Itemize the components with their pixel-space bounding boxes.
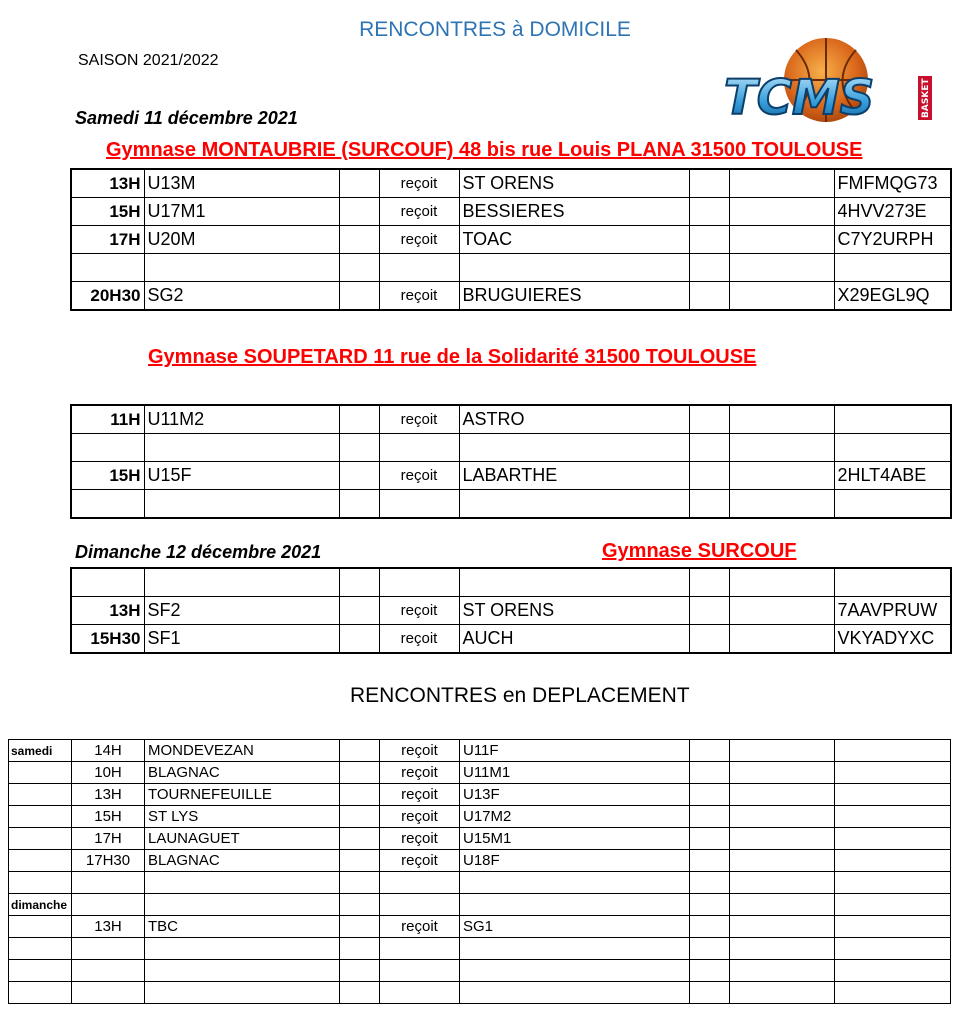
away-team: U11M1 (460, 762, 690, 784)
match-code (834, 254, 951, 282)
empty-cell (339, 405, 379, 434)
day-label (9, 828, 72, 850)
match-time (71, 254, 144, 282)
empty-cell (689, 597, 729, 625)
empty-cell (730, 982, 835, 1004)
day-label (9, 762, 72, 784)
receives-label: reçoit (379, 625, 459, 654)
away-team: U15M1 (460, 828, 690, 850)
match-code (834, 490, 951, 519)
empty-cell (690, 916, 730, 938)
empty-cell (689, 462, 729, 490)
match-time: 13H (72, 784, 145, 806)
table-row (9, 828, 951, 850)
empty-cell (339, 226, 379, 254)
empty-cell (835, 938, 951, 960)
empty-cell (689, 254, 729, 282)
day-label (9, 916, 72, 938)
away-team (460, 894, 690, 916)
receives-label (380, 938, 460, 960)
empty-cell (689, 226, 729, 254)
table-row (9, 982, 951, 1004)
host-club: TBC (145, 916, 340, 938)
logo-sub-text: BASKET (921, 78, 931, 118)
empty-cell (340, 960, 380, 982)
away-team: SG1 (460, 916, 690, 938)
table-row (9, 938, 951, 960)
empty-cell (690, 806, 730, 828)
empty-cell (835, 850, 951, 872)
table-row (71, 625, 951, 654)
away-team: U11F (460, 740, 690, 762)
match-time (72, 960, 145, 982)
host-club: ST LYS (145, 806, 340, 828)
empty-cell (689, 568, 729, 597)
empty-cell (340, 784, 380, 806)
empty-cell (730, 740, 835, 762)
home-matches-table-2 (70, 404, 952, 519)
empty-cell (340, 806, 380, 828)
home-team: U17M1 (144, 198, 339, 226)
gym-surcouf-label: Gymnase SURCOUF (602, 540, 797, 562)
empty-cell (339, 462, 379, 490)
receives-label: reçoit (380, 916, 460, 938)
match-time (71, 490, 144, 519)
empty-cell (339, 625, 379, 654)
opponent: ASTRO (459, 405, 689, 434)
empty-cell (690, 850, 730, 872)
home-team: U11M2 (144, 405, 339, 434)
host-club: BLAGNAC (145, 850, 340, 872)
gym-montaubrie-address: Gymnase MONTAUBRIE (SURCOUF) 48 bis rue Louis PLANA 31500 TOULOUSE (106, 139, 863, 161)
match-time: 14H (72, 740, 145, 762)
empty-cell (729, 169, 834, 198)
table-row (71, 597, 951, 625)
table-row (71, 462, 951, 490)
match-time: 17H30 (72, 850, 145, 872)
host-club (145, 938, 340, 960)
empty-cell (339, 254, 379, 282)
match-time (72, 982, 145, 1004)
table-row (9, 762, 951, 784)
receives-label (380, 894, 460, 916)
day-label (9, 960, 72, 982)
empty-cell (835, 828, 951, 850)
empty-cell (339, 282, 379, 311)
empty-cell (339, 568, 379, 597)
match-code: VKYADYXC (834, 625, 951, 654)
receives-label (380, 982, 460, 1004)
empty-cell (835, 806, 951, 828)
empty-cell (730, 806, 835, 828)
empty-cell (340, 938, 380, 960)
empty-cell (729, 625, 834, 654)
empty-cell (339, 434, 379, 462)
home-team (144, 254, 339, 282)
day-label (9, 850, 72, 872)
receives-label: reçoit (379, 405, 459, 434)
away-team: U17M2 (460, 806, 690, 828)
empty-cell (835, 872, 951, 894)
empty-cell (835, 784, 951, 806)
table-row (71, 198, 951, 226)
receives-label: reçoit (380, 850, 460, 872)
empty-cell (339, 490, 379, 519)
table-row (71, 490, 951, 519)
day-label (9, 982, 72, 1004)
day-label: dimanche (9, 894, 72, 916)
opponent (459, 568, 689, 597)
empty-cell (339, 169, 379, 198)
host-club (145, 894, 340, 916)
receives-label (379, 568, 459, 597)
empty-cell (730, 872, 835, 894)
day-label (9, 784, 72, 806)
match-code (834, 434, 951, 462)
host-club: TOURNEFEUILLE (145, 784, 340, 806)
receives-label (380, 960, 460, 982)
match-time (72, 894, 145, 916)
empty-cell (339, 597, 379, 625)
opponent: ST ORENS (459, 169, 689, 198)
receives-label: reçoit (379, 462, 459, 490)
page-title: RENCONTRES à DOMICILE (359, 18, 631, 41)
receives-label: reçoit (380, 740, 460, 762)
match-code: C7Y2URPH (834, 226, 951, 254)
host-club (145, 982, 340, 1004)
empty-cell (835, 740, 951, 762)
home-team (144, 434, 339, 462)
empty-cell (835, 894, 951, 916)
match-time: 13H (72, 916, 145, 938)
empty-cell (339, 198, 379, 226)
empty-cell (730, 916, 835, 938)
table-row (71, 568, 951, 597)
empty-cell (729, 254, 834, 282)
day-label: samedi (9, 740, 72, 762)
away-team (460, 960, 690, 982)
tcms-logo (722, 36, 934, 128)
table-row (71, 226, 951, 254)
empty-cell (835, 982, 951, 1004)
away-title: RENCONTRES en DEPLACEMENT (350, 684, 690, 707)
empty-cell (835, 916, 951, 938)
home-team: U15F (144, 462, 339, 490)
empty-cell (730, 850, 835, 872)
receives-label: reçoit (380, 784, 460, 806)
host-club (145, 872, 340, 894)
home-matches-table-3 (70, 567, 952, 654)
match-time: 15H (72, 806, 145, 828)
match-time: 15H (71, 462, 144, 490)
match-time: 13H (71, 169, 144, 198)
empty-cell (729, 405, 834, 434)
away-team: U18F (460, 850, 690, 872)
empty-cell (729, 568, 834, 597)
empty-cell (689, 490, 729, 519)
table-row (71, 282, 951, 311)
empty-cell (690, 784, 730, 806)
day-label (9, 806, 72, 828)
table-row (9, 960, 951, 982)
host-club: LAUNAGUET (145, 828, 340, 850)
match-time: 17H (71, 226, 144, 254)
empty-cell (689, 434, 729, 462)
empty-cell (690, 762, 730, 784)
table-row (71, 405, 951, 434)
empty-cell (730, 960, 835, 982)
season-label: SAISON 2021/2022 (78, 52, 219, 69)
match-code (834, 405, 951, 434)
empty-cell (689, 169, 729, 198)
home-matches-table-1 (70, 168, 952, 311)
empty-cell (340, 916, 380, 938)
receives-label (380, 872, 460, 894)
day-label (9, 872, 72, 894)
table-row (9, 806, 951, 828)
away-team (460, 982, 690, 1004)
basketball-logo-icon (722, 36, 934, 128)
empty-cell (340, 872, 380, 894)
receives-label: reçoit (379, 226, 459, 254)
empty-cell (729, 490, 834, 519)
table-row (9, 916, 951, 938)
match-time: 15H30 (71, 625, 144, 654)
empty-cell (730, 762, 835, 784)
match-time: 10H (72, 762, 145, 784)
home-team (144, 490, 339, 519)
match-code: FMFMQG73 (834, 169, 951, 198)
home-team (144, 568, 339, 597)
table-row (71, 254, 951, 282)
table-row (9, 740, 951, 762)
empty-cell (730, 938, 835, 960)
home-team: U20M (144, 226, 339, 254)
empty-cell (835, 960, 951, 982)
table-row (71, 169, 951, 198)
match-code: 7AAVPRUW (834, 597, 951, 625)
opponent (459, 490, 689, 519)
receives-label: reçoit (380, 828, 460, 850)
match-time (72, 938, 145, 960)
opponent: BRUGUIERES (459, 282, 689, 311)
opponent: LABARTHE (459, 462, 689, 490)
empty-cell (729, 434, 834, 462)
empty-cell (730, 894, 835, 916)
empty-cell (690, 740, 730, 762)
empty-cell (340, 894, 380, 916)
empty-cell (340, 762, 380, 784)
home-team: U13M (144, 169, 339, 198)
host-club (145, 960, 340, 982)
host-club: MONDEVEZAN (145, 740, 340, 762)
table-row (9, 872, 951, 894)
match-code (834, 568, 951, 597)
empty-cell (690, 828, 730, 850)
match-code: 4HVV273E (834, 198, 951, 226)
home-team: SG2 (144, 282, 339, 311)
empty-cell (689, 625, 729, 654)
home-team: SF1 (144, 625, 339, 654)
empty-cell (340, 828, 380, 850)
table-row (9, 784, 951, 806)
opponent: TOAC (459, 226, 689, 254)
receives-label: reçoit (380, 762, 460, 784)
gym-soupetard-address: Gymnase SOUPETARD 11 rue de la Solidarité 31500 TOULOUSE (148, 346, 757, 368)
match-time (71, 568, 144, 597)
away-matches-table (8, 739, 951, 1004)
empty-cell (729, 462, 834, 490)
receives-label: reçoit (380, 806, 460, 828)
home-team: SF2 (144, 597, 339, 625)
empty-cell (690, 960, 730, 982)
table-row (9, 850, 951, 872)
saturday-date: Samedi 11 décembre 2021 (75, 108, 298, 128)
table-row (9, 894, 951, 916)
match-time: 11H (71, 405, 144, 434)
receives-label: reçoit (379, 597, 459, 625)
receives-label: reçoit (379, 282, 459, 311)
receives-label (379, 490, 459, 519)
match-time: 15H (71, 198, 144, 226)
empty-cell (729, 597, 834, 625)
host-club: BLAGNAC (145, 762, 340, 784)
empty-cell (729, 282, 834, 311)
empty-cell (340, 850, 380, 872)
receives-label (379, 254, 459, 282)
empty-cell (340, 740, 380, 762)
empty-cell (729, 226, 834, 254)
empty-cell (730, 784, 835, 806)
empty-cell (690, 982, 730, 1004)
sunday-date: Dimanche 12 décembre 2021 (75, 542, 322, 562)
opponent: BESSIERES (459, 198, 689, 226)
day-label (9, 938, 72, 960)
opponent: ST ORENS (459, 597, 689, 625)
match-time (71, 434, 144, 462)
away-team (460, 872, 690, 894)
empty-cell (690, 872, 730, 894)
match-time: 17H (72, 828, 145, 850)
opponent (459, 434, 689, 462)
table-row (71, 434, 951, 462)
match-time (72, 872, 145, 894)
empty-cell (690, 938, 730, 960)
receives-label: reçoit (379, 169, 459, 198)
empty-cell (340, 982, 380, 1004)
receives-label (379, 434, 459, 462)
receives-label: reçoit (379, 198, 459, 226)
empty-cell (689, 282, 729, 311)
away-team: U13F (460, 784, 690, 806)
match-time: 20H30 (71, 282, 144, 311)
opponent (459, 254, 689, 282)
match-code: 2HLT4ABE (834, 462, 951, 490)
away-team (460, 938, 690, 960)
empty-cell (689, 198, 729, 226)
logo-text: TCMS (724, 70, 875, 126)
empty-cell (690, 894, 730, 916)
empty-cell (689, 405, 729, 434)
empty-cell (835, 762, 951, 784)
empty-cell (729, 198, 834, 226)
match-code: X29EGL9Q (834, 282, 951, 311)
opponent: AUCH (459, 625, 689, 654)
match-time: 13H (71, 597, 144, 625)
empty-cell (730, 828, 835, 850)
